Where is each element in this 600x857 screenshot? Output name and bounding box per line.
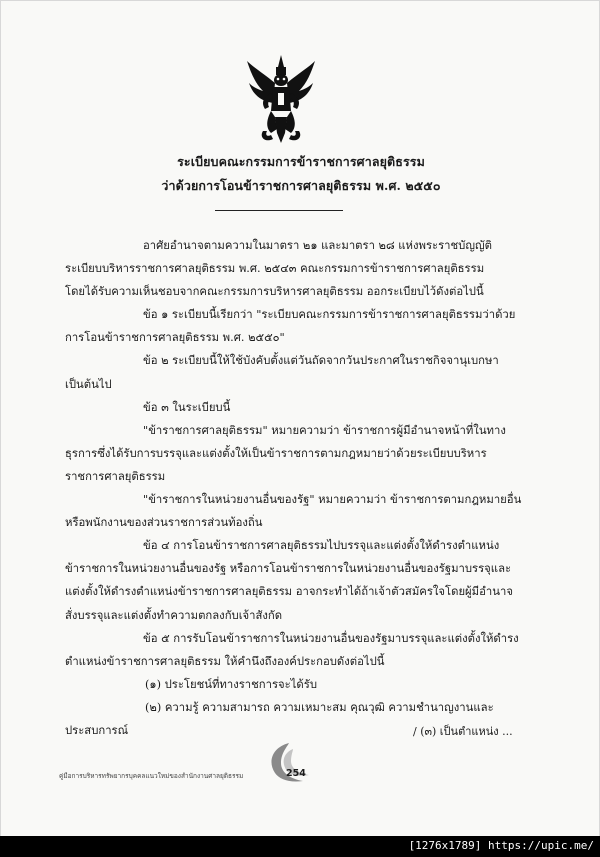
paragraph-line: ธุรการซึ่งได้รับการบรรจุและแต่งตั้งให้เป็นข้าราชการตามกฎหมายว่าด้วยระเบียบบริหาร: [65, 446, 487, 460]
document-body: [65, 234, 543, 742]
paragraph-line: ข้อ ๔ การโอนข้าราชการศาลยุติธรรมไปบรรจุและแต่งตั้งให้ดำรงตำแหน่ง: [143, 539, 500, 553]
paragraph-line: ข้อ ๒ ระเบียบนี้ให้ใช้บังคับตั้งแต่วันถัดจากวันประกาศในราชกิจจานุเบกษา: [143, 354, 499, 368]
paragraph-line: โดยได้รับความเห็นชอบจากคณะกรรมการบริหารศาลยุติธรรม ออกระเบียบไว้ดังต่อไปนี้: [65, 285, 484, 299]
paragraph-line: "ข้าราชการในหน่วยงานอื่นของรัฐ" หมายความว่า ข้าราชการตามกฎหมายอื่น: [143, 493, 522, 507]
paragraph-line: ตำแหน่งข้าราชการศาลยุติธรรม ให้คำนึงถึงองค์ประกอบดังต่อไปนี้: [65, 654, 385, 668]
paragraph-line: (๑) ประโยชน์ที่ทางราชการจะได้รับ: [145, 677, 317, 691]
paragraph-line: ระเบียบบริหารราชการศาลยุติธรรม พ.ศ. ๒๕๔๓ คณะกรรมการข้าราชการศาลยุติธรรม: [65, 262, 485, 276]
garuda-emblem-icon: [245, 53, 317, 145]
footer-text: คู่มือการบริหารทรัพยากรบุคคลแนวใหม่ของสำนักงานศาลยุติธรรม: [59, 772, 244, 780]
paragraph-line: ข้อ ๑ ระเบียบนี้เรียกว่า "ระเบียบคณะกรรมการข้าราชการศาลยุติธรรมว่าด้วย: [143, 308, 516, 322]
page-number: 254: [286, 768, 306, 779]
paragraph-line: ข้าราชการในหน่วยงานอื่นของรัฐ หรือการโอนข้าราชการในหน่วยงานอื่นของรัฐมาบรรจุและ: [65, 562, 512, 576]
court-swirl-logo-icon: [259, 739, 319, 787]
paragraph-line: (๒) ความรู้ ความสามารถ ความเหมาะสม คุณวุฒิ ความชำนาญงานและ: [145, 700, 494, 714]
paragraph-line: ข้อ ๓ ในระเบียบนี้: [143, 400, 231, 414]
document-title-line1: ระเบียบคณะกรรมการข้าราชการศาลยุติธรรม: [177, 154, 425, 169]
paragraph-line: อาศัยอำนาจตามความในมาตรา ๒๑ และมาตรา ๒๘ แห่งพระราชบัญญัติ: [143, 239, 492, 252]
continuation-marker: / (๓) เป็นตำแหน่ง ...: [413, 725, 513, 738]
paragraph-line: แต่งตั้งให้ดำรงตำแหน่งข้าราชการศาลยุติธรรม อาจกระทำได้ถ้าเจ้าตัวสมัครใจโดยผู้มีอำนาจ: [65, 585, 513, 599]
paragraph-line: "ข้าราชการศาลยุติธรรม" หมายความว่า ข้าราชการผู้มีอำนาจหน้าที่ในทาง: [143, 423, 506, 437]
paragraph-line: ราชการศาลยุติธรรม: [65, 469, 166, 483]
paragraph-line: สั่งบรรจุและแต่งตั้งทำความตกลงกับเจ้าสังกัด: [65, 608, 283, 622]
paragraph-line: ประสบการณ์: [65, 723, 129, 737]
watermark-text: [1276x1789] https://upic.me/: [408, 839, 594, 852]
paragraph-line: เป็นต้นไป: [65, 377, 112, 391]
paragraph-line: ข้อ ๕ การรับโอนข้าราชการในหน่วยงานอื่นของรัฐมาบรรจุและแต่งตั้งให้ดำรง: [143, 631, 519, 645]
paragraph-line: การโอนข้าราชการศาลยุติธรรม พ.ศ. ๒๕๕๐": [65, 331, 285, 345]
paragraph-line: หรือพนักงานของส่วนราชการส่วนท้องถิ่น: [65, 516, 263, 530]
title-divider: [215, 210, 343, 211]
document-title-line2: ว่าด้วยการโอนข้าราชการศาลยุติธรรม พ.ศ. ๒๕๕๐: [161, 178, 441, 193]
